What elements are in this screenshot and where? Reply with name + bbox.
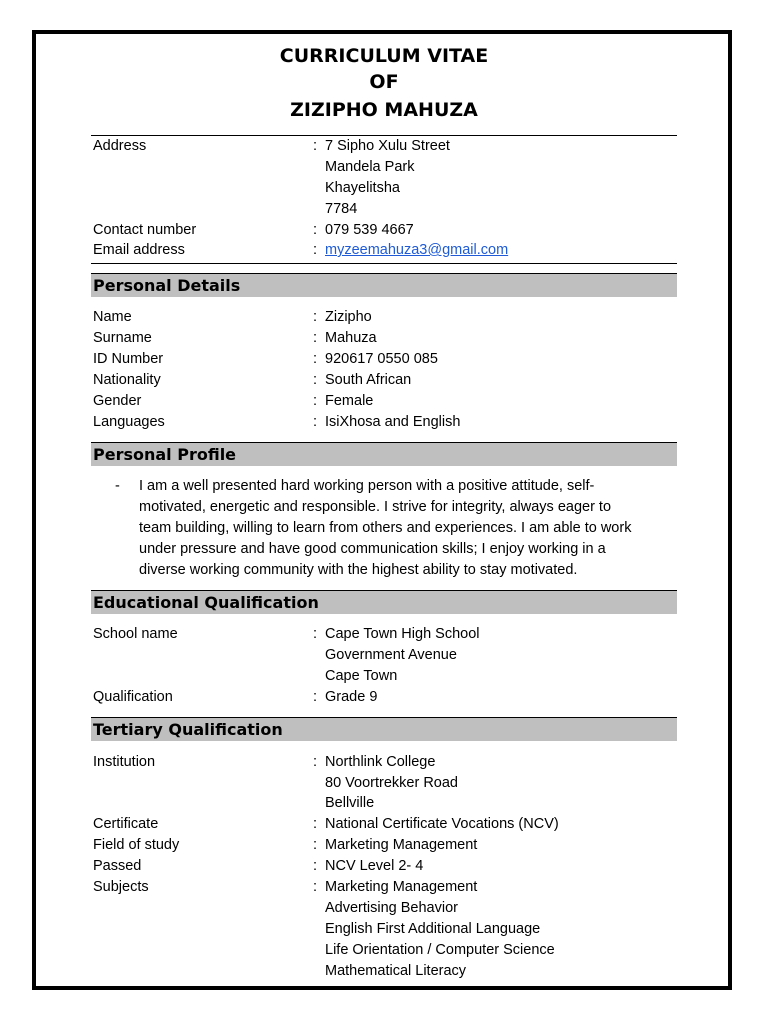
bullet-dash: - — [115, 478, 120, 494]
qualification-value: Grade 9 — [325, 689, 378, 705]
school-line: Cape Town — [325, 668, 398, 684]
subject-item: Life Orientation / Computer Science — [325, 942, 555, 958]
subjects-label: Subjects — [93, 879, 149, 895]
detail-value: South African — [325, 372, 412, 388]
section-heading: Educational Qualification — [93, 593, 319, 612]
colon: : — [313, 754, 318, 770]
detail-value: IsiXhosa and English — [325, 414, 461, 430]
profile-line: team building, willing to learn from others and experiences. I am able to work — [139, 520, 632, 536]
passed-value: NCV Level 2- 4 — [325, 858, 424, 874]
document-title-line-1: CURRICULUM VITAE — [279, 45, 489, 67]
profile-line: I am a well presented hard working person with a positive attitude, self- — [139, 478, 595, 494]
document-title-line-2: OF — [369, 71, 399, 93]
detail-label: Name — [93, 309, 132, 325]
colon: : — [313, 351, 318, 367]
section-heading: Personal Details — [93, 276, 241, 295]
profile-line: motivated, energetic and responsible. I strive for integrity, always eager to — [139, 499, 612, 515]
colon: : — [313, 242, 318, 258]
institution-line: Northlink College — [325, 754, 436, 770]
institution-line: 80 Voortrekker Road — [325, 775, 458, 791]
detail-value: Mahuza — [325, 330, 377, 346]
section-header-tertiary-qualification — [91, 717, 677, 741]
contact-number-label: Contact number — [93, 222, 197, 238]
detail-label: Surname — [93, 330, 152, 346]
colon: : — [313, 222, 318, 238]
colon: : — [313, 858, 318, 874]
address-label: Address — [93, 138, 147, 154]
section-header-personal-details — [91, 273, 677, 297]
detail-label: ID Number — [93, 351, 164, 367]
colon: : — [313, 816, 318, 832]
detail-label: Gender — [93, 393, 142, 409]
subject-item: English First Additional Language — [325, 921, 541, 937]
detail-value: Female — [325, 393, 374, 409]
certificate-value: National Certificate Vocations (NCV) — [325, 816, 559, 832]
address-line: 7784 — [325, 201, 358, 217]
colon: : — [313, 837, 318, 853]
field-of-study-value: Marketing Management — [325, 837, 478, 853]
passed-label: Passed — [93, 858, 142, 874]
subject-item: Advertising Behavior — [325, 900, 458, 916]
profile-line: under pressure and have good communication skills; I enjoy working in a — [139, 541, 606, 557]
section-heading: Tertiary Qualification — [93, 720, 283, 739]
institution-label: Institution — [93, 754, 156, 770]
section-header-educational-qualification — [91, 590, 677, 614]
colon: : — [313, 330, 318, 346]
profile-line: diverse working community with the highest ability to stay motivated. — [139, 562, 578, 578]
institution-line: Bellville — [325, 795, 375, 811]
email-label: Email address — [93, 242, 185, 258]
school-line: Cape Town High School — [325, 626, 480, 642]
section-header-personal-profile — [91, 442, 677, 466]
contact-number-value: 079 539 4667 — [325, 222, 414, 238]
subject-item: Mathematical Literacy — [325, 963, 467, 979]
detail-value: 920617 0550 085 — [325, 351, 438, 367]
detail-label: Languages — [93, 414, 165, 430]
email-link[interactable]: myzeemahuza3@gmail.com — [325, 242, 509, 258]
address-line: 7 Sipho Xulu Street — [325, 138, 450, 154]
colon: : — [313, 414, 318, 430]
divider — [91, 263, 677, 264]
section-heading: Personal Profile — [93, 445, 237, 464]
field-of-study-label: Field of study — [93, 837, 180, 853]
school-line: Government Avenue — [325, 647, 457, 663]
qualification-label: Qualification — [93, 689, 173, 705]
certificate-label: Certificate — [93, 816, 159, 832]
subject-item: Marketing Management — [325, 879, 478, 895]
document-title-line-3: ZIZIPHO MAHUZA — [290, 99, 478, 121]
colon: : — [313, 138, 318, 154]
colon: : — [313, 393, 318, 409]
colon: : — [313, 626, 318, 642]
address-line: Mandela Park — [325, 159, 415, 175]
colon: : — [313, 879, 318, 895]
profile-paragraph — [139, 476, 679, 581]
colon: : — [313, 309, 318, 325]
school-name-label: School name — [93, 626, 178, 642]
colon: : — [313, 372, 318, 388]
detail-value: Zizipho — [325, 309, 372, 325]
colon: : — [313, 689, 318, 705]
address-line: Khayelitsha — [325, 180, 400, 196]
detail-label: Nationality — [93, 372, 161, 388]
